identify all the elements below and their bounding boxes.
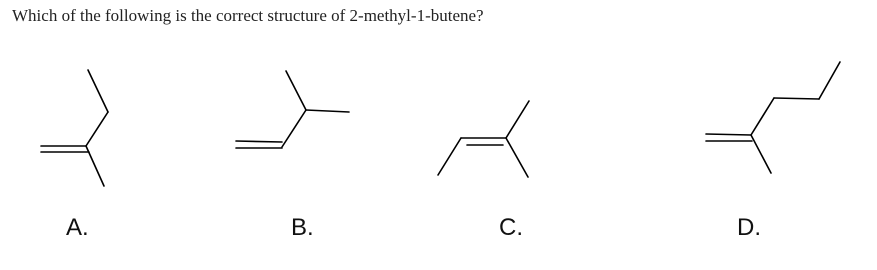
bond (306, 110, 349, 112)
structure-d (706, 62, 840, 173)
bond (86, 112, 108, 146)
double-bond-line (236, 141, 282, 142)
bond (282, 110, 306, 147)
option-d-label[interactable]: D. (737, 214, 761, 241)
structure-c (438, 101, 529, 177)
bond (88, 70, 108, 112)
option-c-label[interactable]: C. (499, 214, 523, 241)
question-text: Which of the following is the correct structure of 2-methyl-1-butene? (12, 6, 484, 25)
bond (506, 101, 529, 138)
option-b-label[interactable]: B. (291, 214, 314, 241)
bond (751, 135, 771, 173)
bond (751, 98, 774, 135)
bond (438, 138, 461, 175)
option-a-label[interactable]: A. (66, 214, 89, 241)
bond (286, 71, 306, 110)
bond (506, 138, 528, 177)
bond (774, 98, 819, 99)
structure-b (236, 71, 349, 148)
structure-a (41, 70, 108, 186)
double-bond-line (706, 134, 751, 135)
bond (819, 62, 840, 99)
